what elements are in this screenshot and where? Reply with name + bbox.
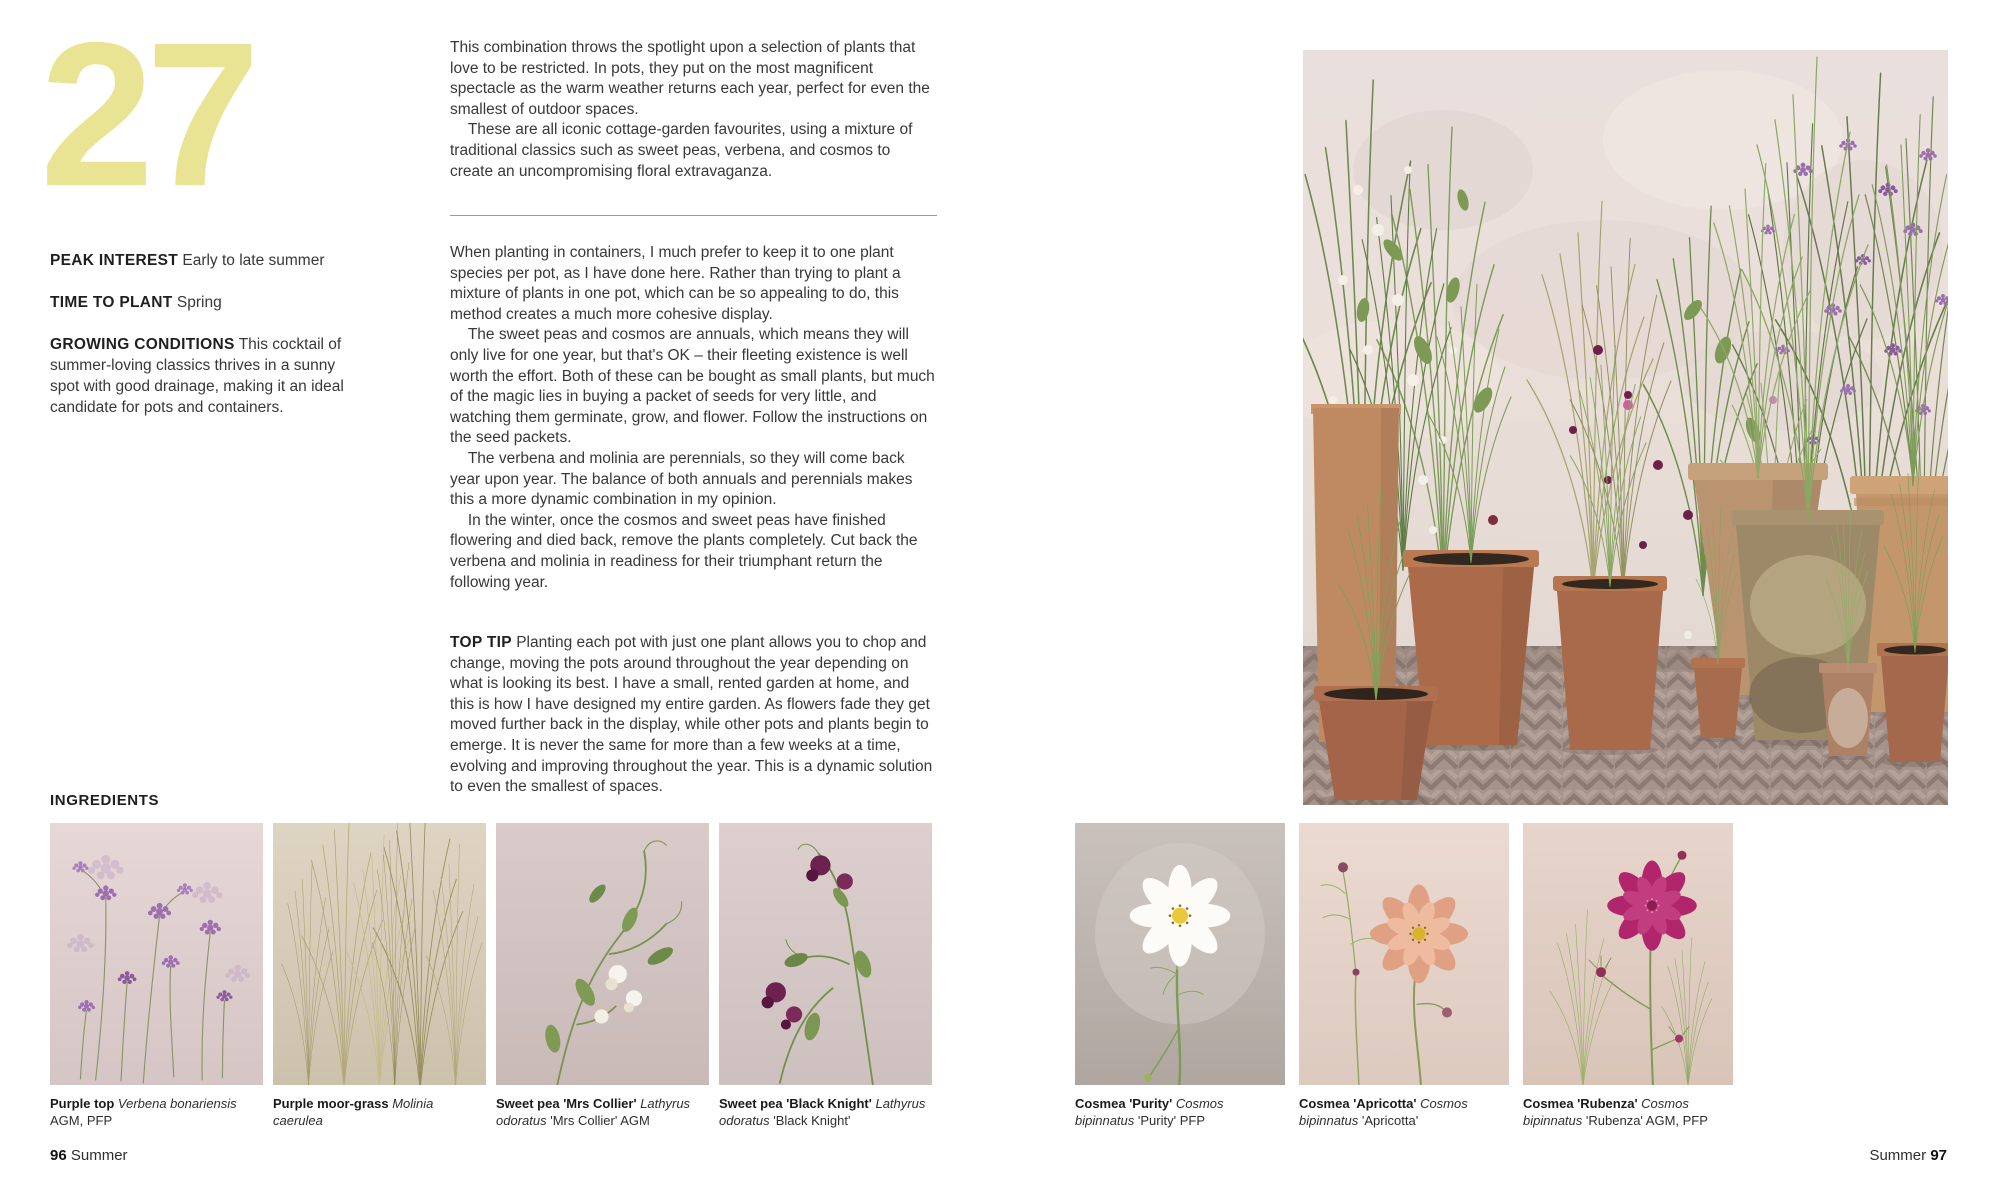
cosmos-rubenza-photo [1523, 823, 1733, 1085]
top-tip-label: TOP TIP [450, 634, 512, 651]
sweet-pea-dark-photo [719, 823, 932, 1085]
ingredient-verbena [50, 823, 263, 1129]
fact-value: This cocktail of summer-loving classics thrives in a sunny spot with good drainage, making it an ideal candidate for pots and containers. [50, 336, 344, 416]
facts-column [50, 250, 346, 439]
ingredients-heading: INGREDIENTS [50, 792, 160, 809]
body-paragraph: The sweet peas and cosmos are annuals, which means they will only live for one year, but that's OK – their fleeting existence is well worth the effort. Both of these can be bought as small plants, but much of the magic lies in buying a packet of seeds for very little, and watching them germinate, grow, and flower. Follow the instructions on the seed packets. [450, 326, 935, 447]
ingredient-cosmea-rubenza [1523, 823, 1733, 1129]
left-folio [50, 1147, 128, 1164]
section-name: Summer [70, 1147, 128, 1164]
verbena-photo [50, 823, 263, 1085]
page-number: 97 [1930, 1147, 1947, 1164]
ingredient-caption: Purple top Verbena bonariensis AGM, PFP [50, 1096, 237, 1128]
ingredient-caption: Sweet pea 'Black Knight' Lathyrus odoratus 'Black Knight' [719, 1096, 926, 1128]
section-divider-rule [450, 215, 937, 216]
ingredient-caption: Cosmea 'Purity' Cosmos bipinnatus 'Purity' PFP [1075, 1096, 1224, 1128]
ingredient-caption: Purple moor-grass Molinia caerulea [273, 1096, 434, 1128]
right-folio [1869, 1147, 1947, 1164]
cosmos-apricotta-photo [1299, 823, 1509, 1085]
fact-value: Early to late summer [182, 252, 325, 269]
ingredient-caption: Cosmea 'Rubenza' Cosmos bipinnatus 'Rubenza' AGM, PFP [1523, 1096, 1708, 1128]
fact-label: PEAK INTEREST [50, 252, 179, 269]
ingredient-moor-grass [273, 823, 486, 1129]
moor-grass-photo [273, 823, 486, 1085]
ingredient-sweet-pea-black-knight [719, 823, 932, 1129]
cosmos-purity-photo [1075, 823, 1285, 1085]
combination-number: 27 [40, 0, 253, 229]
ingredient-cosmea-apricotta [1299, 823, 1509, 1129]
intro-paragraphs [450, 38, 937, 182]
top-tip-text: Planting each pot with just one plant allows you to chop and change, moving the pots around throughout the year depending on what is looking its best. I have a small, rented garden at home, and this is how I have designed my entire garden. As flowers fade they get moved further back in the display, while other pots and plants begin to emerge. It is never the same for more than a few weeks at a time, evolving and improving throughout the year. This is a dynamic solution to even the smallest of spaces. [450, 634, 933, 796]
fact-peak-interest [50, 250, 346, 271]
ingredient-caption: Sweet pea 'Mrs Collier' Lathyrus odoratus 'Mrs Collier' AGM [496, 1096, 691, 1128]
fact-value: Spring [176, 294, 222, 311]
intro-paragraph: These are all iconic cottage-garden favourites, using a mixture of traditional classics such as sweet peas, verbena, and cosmos to create an uncompromising floral extravaganza. [450, 121, 913, 180]
top-tip [450, 633, 937, 798]
display-photo [1303, 50, 1948, 805]
fact-label: TIME TO PLANT [50, 294, 173, 311]
fact-growing-conditions [50, 334, 346, 418]
page-number: 96 [50, 1147, 67, 1164]
body-paragraph: In the winter, once the cosmos and sweet peas have finished flowering and died back, remove the plants completely. Cut back the verbena and molinia in readiness for their triumphant return the following year. [450, 511, 918, 591]
fact-label: GROWING CONDITIONS [50, 336, 235, 353]
body-paragraph: The verbena and molinia are perennials, so they will come back year upon year. The balance of both annuals and perennials makes this a more dynamic combination in my opinion. [450, 449, 913, 509]
ingredient-caption: Cosmea 'Apricotta' Cosmos bipinnatus 'Apricotta' [1299, 1096, 1468, 1128]
ingredient-cosmea-purity [1075, 823, 1285, 1129]
sweet-pea-white-photo [496, 823, 709, 1085]
fact-time-to-plant [50, 292, 346, 313]
ingredient-sweet-pea-mrs-collier [496, 823, 709, 1129]
section-name: Summer [1869, 1147, 1927, 1164]
body-paragraphs [450, 243, 937, 593]
intro-paragraph: This combination throws the spotlight upon a selection of plants that love to be restricted. In pots, they put on the most magnificent spectacle as the warm weather returns each year, perfect for even the smallest of outdoor spaces. [450, 39, 930, 118]
body-paragraph: When planting in containers, I much prefer to keep it to one plant species per pot, as I have done here. Rather than trying to plant a mixture of plants in one pot, which can be so appealing to do, this method creates a much more cohesive display. [450, 244, 901, 323]
